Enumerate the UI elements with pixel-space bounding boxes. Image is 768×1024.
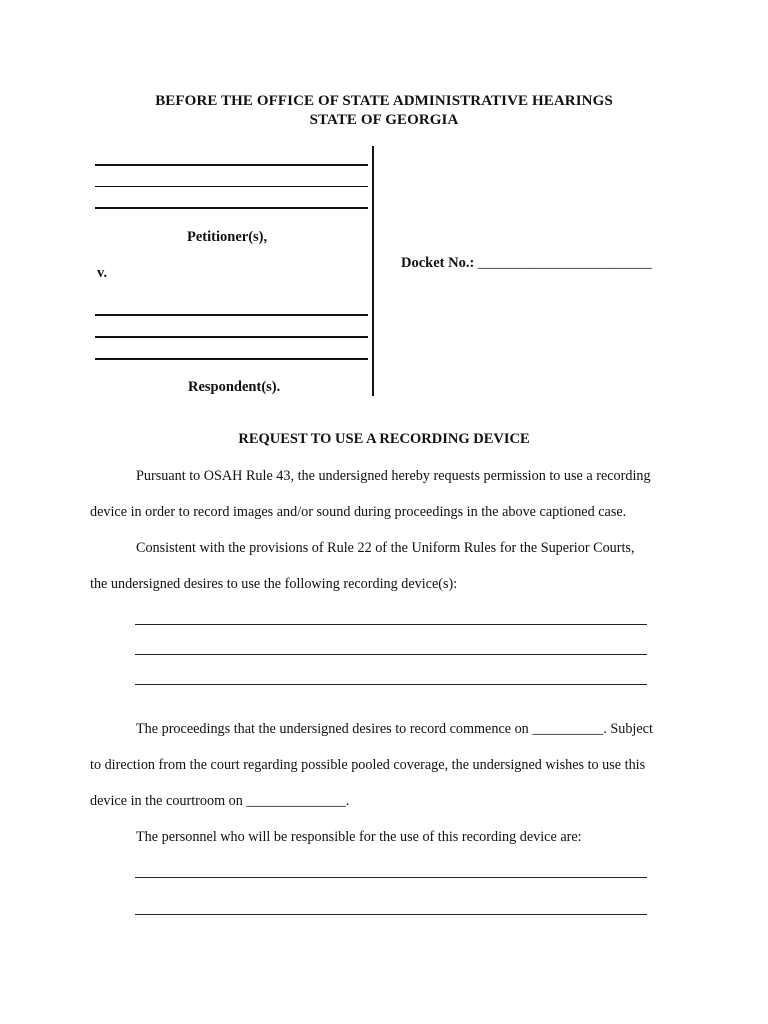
paragraph-4-line-1: The personnel who will be responsible for the use of this recording device are: <box>136 829 582 845</box>
respondent-name-line-2 <box>95 336 368 338</box>
docket-label: Docket No.: <box>401 255 475 271</box>
petitioner-name-line-2 <box>95 186 368 187</box>
personnel-line-1 <box>135 877 647 878</box>
paragraph-3-line-1: The proceedings that the undersigned desires to record commence on __________. Subject <box>136 721 653 737</box>
paragraph-2-line-2: the undersigned desires to use the following recording device(s): <box>90 576 458 592</box>
respondent-name-line-3 <box>95 358 368 360</box>
petitioner-name-line-1 <box>95 164 368 166</box>
state-heading: STATE OF GEORGIA <box>309 112 459 128</box>
recording-device-line-3 <box>135 684 647 685</box>
respondent-label: Respondent(s). <box>188 379 281 395</box>
agency-heading: BEFORE THE OFFICE OF STATE ADMINISTRATIVE HEARINGS <box>155 93 613 109</box>
versus-label: v. <box>97 265 108 281</box>
document-title: REQUEST TO USE A RECORDING DEVICE <box>238 431 530 447</box>
recording-device-line-1 <box>135 624 647 625</box>
petitioner-name-line-3 <box>95 207 368 209</box>
docket-blank: ________________________ <box>477 255 652 271</box>
docket-number <box>401 255 652 272</box>
paragraph-3-line-3: device in the courtroom on ______________. <box>90 793 350 809</box>
respondent-name-line-1 <box>95 314 368 316</box>
paragraph-2-line-1: Consistent with the provisions of Rule 22 of the Uniform Rules for the Superior Courts, <box>136 540 635 556</box>
caption-divider <box>372 146 374 396</box>
petitioner-label: Petitioner(s), <box>187 229 268 245</box>
personnel-line-2 <box>135 914 647 915</box>
recording-device-line-2 <box>135 654 647 655</box>
paragraph-1-line-2: device in order to record images and/or sound during proceedings in the above captioned case. <box>90 504 627 520</box>
paragraph-3-line-2: to direction from the court regarding possible pooled coverage, the undersigned wishes to use this <box>90 757 646 773</box>
paragraph-1-line-1: Pursuant to OSAH Rule 43, the undersigned hereby requests permission to use a recording <box>136 468 651 484</box>
